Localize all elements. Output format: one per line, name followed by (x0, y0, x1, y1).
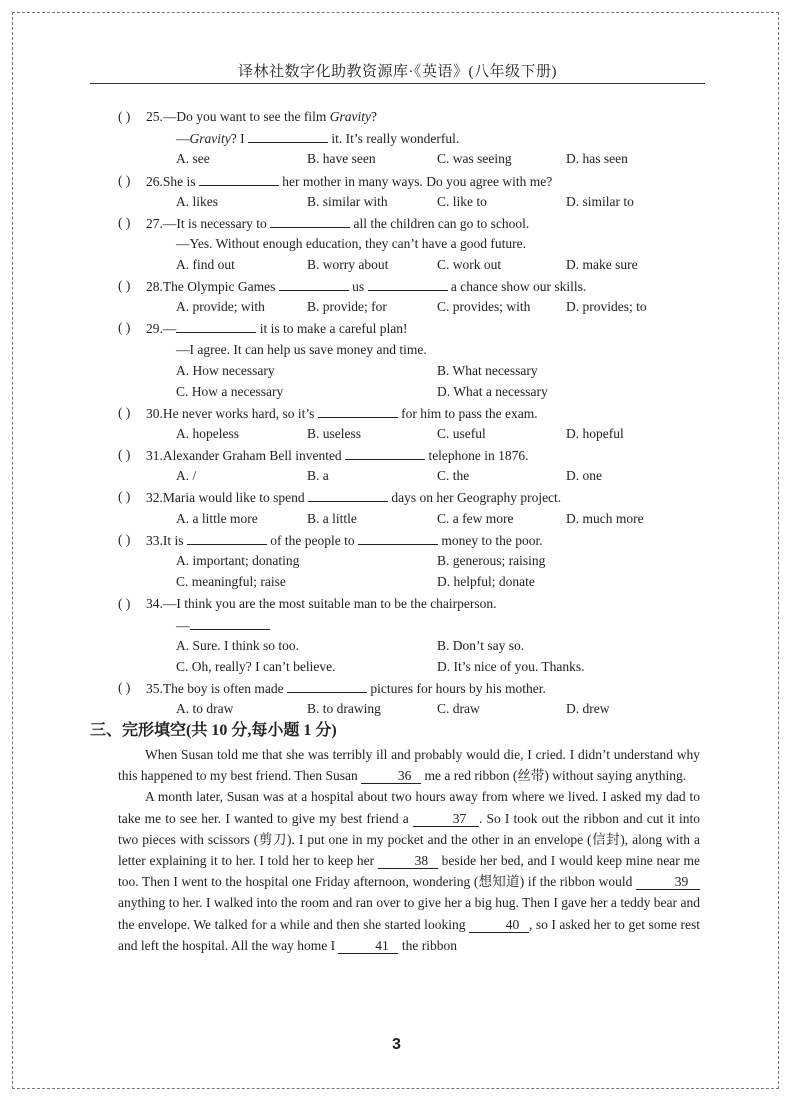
option-b[interactable]: B. useless (307, 426, 361, 441)
page-header: 译林社数字化助教资源库·《英语》(八年级下册) (238, 64, 557, 80)
blank[interactable] (190, 617, 270, 630)
option-d[interactable]: D. drew (566, 701, 610, 716)
blank[interactable] (308, 489, 388, 502)
option-c[interactable]: C. How a necessary (176, 384, 284, 399)
option-c[interactable]: C. Oh, really? I can’t believe. (176, 659, 336, 674)
answer-paren[interactable]: ( ) (118, 489, 131, 504)
option-d[interactable]: D. helpful; donate (437, 574, 535, 589)
answer-paren[interactable]: ( ) (118, 447, 131, 462)
blank-39[interactable]: 39 (636, 875, 700, 890)
option-d[interactable]: D. one (566, 468, 602, 483)
option-d[interactable]: D. much more (566, 511, 644, 526)
question-34-line2: — (176, 617, 270, 634)
option-d[interactable]: D. It’s nice of you. Thanks. (437, 659, 585, 674)
option-d[interactable]: D. make sure (566, 257, 638, 272)
question-text: 29.— it is to make a careful plan! (146, 321, 408, 336)
option-c[interactable]: C. was seeing (437, 151, 512, 166)
section-title: 三、完形填空(共 10 分,每小题 1 分) (90, 722, 337, 739)
option-d[interactable]: D. What a necessary (437, 384, 548, 399)
blank[interactable] (287, 680, 367, 693)
blank[interactable] (345, 447, 425, 460)
option-c[interactable]: C. useful (437, 426, 486, 441)
answer-paren[interactable]: ( ) (118, 109, 131, 124)
question-text: 26.She is her mother in many ways. Do you agree with me? (146, 174, 553, 189)
option-c[interactable]: C. like to (437, 194, 487, 209)
option-c[interactable]: C. work out (437, 257, 502, 272)
question-text: 34.—I think you are the most suitable man to be the chairperson. (146, 596, 497, 611)
blank[interactable] (368, 278, 448, 291)
option-a[interactable]: A. provide; with (176, 299, 265, 314)
blank[interactable] (187, 532, 267, 545)
blank-36[interactable]: 36 (361, 769, 421, 784)
blank[interactable] (248, 130, 328, 143)
option-b[interactable]: B. worry about (307, 257, 389, 272)
question-text: 32.Maria would like to spend days on her Geography project. (146, 490, 562, 505)
blank-38[interactable]: 38 (378, 854, 438, 869)
blank-37[interactable]: 37 (413, 812, 479, 827)
cloze-passage (118, 744, 700, 956)
option-a[interactable]: A. / (176, 468, 197, 483)
option-a[interactable]: A. find out (176, 257, 235, 272)
option-b[interactable]: B. a little (307, 511, 357, 526)
blank-41[interactable]: 41 (338, 939, 398, 954)
question-text: 30.He never works hard, so it’s for him to pass the exam. (146, 406, 538, 421)
question-text: 35.The boy is often made pictures for hours by his mother. (146, 681, 546, 696)
option-c[interactable]: C. meaningful; raise (176, 574, 286, 589)
question-27-line2: —Yes. Without enough education, they can’t have a good future. (176, 236, 527, 251)
question-text: 31.Alexander Graham Bell invented telephone in 1876. (146, 448, 529, 463)
question-text: 33.It is of the people to money to the poor. (146, 533, 543, 548)
answer-paren[interactable]: ( ) (118, 173, 131, 188)
answer-paren[interactable]: ( ) (118, 215, 131, 230)
answer-paren[interactable]: ( ) (118, 680, 131, 695)
answer-paren[interactable]: ( ) (118, 532, 131, 547)
option-b[interactable]: B. provide; for (307, 299, 387, 314)
option-a[interactable]: A. Sure. I think so too. (176, 638, 299, 653)
question-text: 28.The Olympic Games us a chance show our skills. (146, 279, 587, 294)
option-c[interactable]: C. provides; with (437, 299, 531, 314)
option-b[interactable]: B. to drawing (307, 701, 381, 716)
blank[interactable] (199, 173, 279, 186)
question-29-line2: —I agree. It can help us save money and time. (176, 342, 427, 357)
option-a[interactable]: A. How necessary (176, 363, 275, 378)
blank[interactable] (270, 215, 350, 228)
question-number: 25.—Do you want to see the film Gravity? (146, 109, 377, 124)
option-b[interactable]: B. have seen (307, 151, 376, 166)
option-a[interactable]: A. likes (176, 194, 218, 209)
option-b[interactable]: B. Don’t say so. (437, 638, 525, 653)
answer-paren[interactable]: ( ) (118, 278, 131, 293)
paragraph-1: When Susan told me that she was terribly ill and probably would die, I cried. I didn’t understand why this happened to my best friend. Then Susan 36 me a red ribbon (丝带) without saying anything. (118, 747, 700, 784)
answer-paren[interactable]: ( ) (118, 596, 131, 611)
blank[interactable] (279, 278, 349, 291)
blank[interactable] (318, 405, 398, 418)
header-rule (90, 83, 705, 84)
option-b[interactable]: B. similar with (307, 194, 388, 209)
option-c[interactable]: C. the (437, 468, 470, 483)
answer-paren[interactable]: ( ) (118, 405, 131, 420)
option-b[interactable]: B. What necessary (437, 363, 538, 378)
paragraph-2: A month later, Susan was at a hospital about two hours away from where we lived. I asked my dad to take me to see her. I wanted to give my best friend a 37 . So I took out the ribbon and cut it into two pieces with scissors (剪刀). I put one in my pocket and the other in an envelope (信封), along with a letter explaining it to her. I told her to keep her 38 beside her bed, and I would keep mine near me too. Then I went to the hospital one Friday afternoon, wondering (想知道) if the ribbon would 39 anything to her. I walked into the room and ran over to give her a big hug. Then I gave her a teddy bear and the envelope. We talked for a while and then she started looking 40 , so I asked her to get some rest and left the hospital. All the way home I 41 the ribbon (118, 789, 701, 953)
option-a[interactable]: A. to draw (176, 701, 234, 716)
option-d[interactable]: D. provides; to (566, 299, 647, 314)
page-number: 3 (392, 1036, 401, 1053)
option-b[interactable]: B. generous; raising (437, 553, 546, 568)
option-b[interactable]: B. a (307, 468, 329, 483)
blank[interactable] (358, 532, 438, 545)
option-a[interactable]: A. important; donating (176, 553, 300, 568)
option-a[interactable]: A. see (176, 151, 210, 166)
blank-40[interactable]: 40 (469, 918, 529, 933)
option-a[interactable]: A. hopeless (176, 426, 239, 441)
option-a[interactable]: A. a little more (176, 511, 258, 526)
option-c[interactable]: C. a few more (437, 511, 514, 526)
option-d[interactable]: D. has seen (566, 151, 628, 166)
option-c[interactable]: C. draw (437, 701, 480, 716)
question-25-line2: —Gravity? I it. It’s really wonderful. (176, 131, 460, 146)
blank[interactable] (176, 320, 256, 333)
option-d[interactable]: D. hopeful (566, 426, 624, 441)
question-text: 27.—It is necessary to all the children can go to school. (146, 216, 530, 231)
option-d[interactable]: D. similar to (566, 194, 634, 209)
answer-paren[interactable]: ( ) (118, 320, 131, 335)
